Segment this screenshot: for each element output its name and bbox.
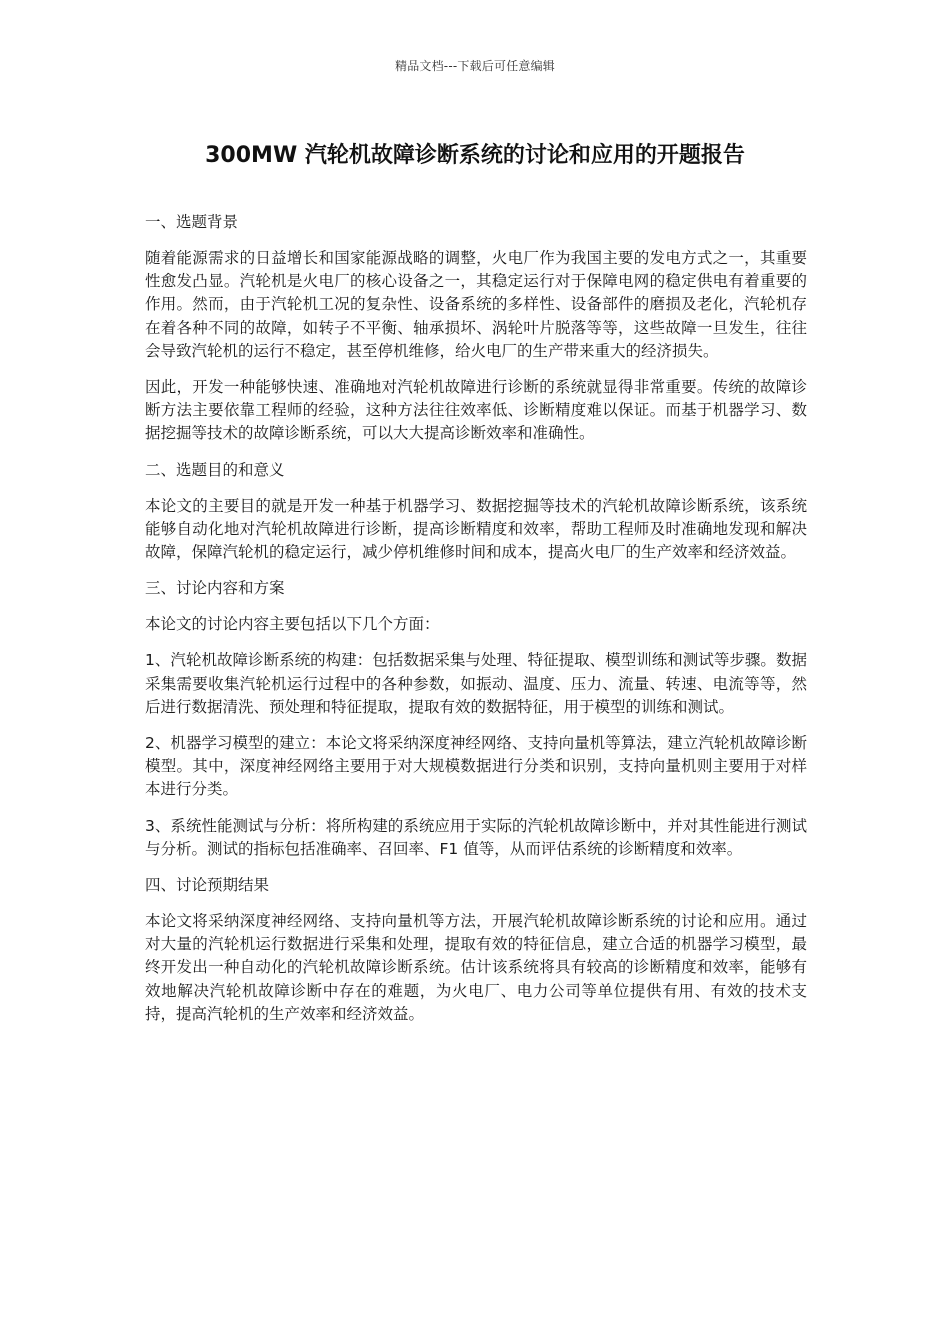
section-heading: 二、选题目的和意义 xyxy=(145,460,285,479)
paragraph: 本论文的讨论内容主要包括以下几个方面： xyxy=(145,615,440,634)
section-purpose xyxy=(145,459,807,565)
paragraph: 因此，开发一种能够快速、准确地对汽轮机故障进行诊断的系统就显得非常重要。传统的故障诊断方法主要依靠工程师的经验，这种方法往往效率低、诊断精度难以保证。而基于机器学习、数据挖掘等技术的故障诊断系统，可以大大提高诊断效率和准确性。 xyxy=(145,378,807,443)
list-item: 1、汽轮机故障诊断系统的构建：包括数据采集与处理、特征提取、模型训练和测试等步骤。数据采集需要收集汽轮机运行过程中的各种参数，如振动、温度、压力、流量、转速、电流等等，然后进行数据清洗、预处理和特征提取，提取有效的数据特征，用于模型的训练和测试。 xyxy=(145,651,807,716)
section-content-plan xyxy=(145,577,807,861)
document-body xyxy=(145,211,807,1039)
document-title: 300MW 汽轮机故障诊断系统的讨论和应用的开题报告 xyxy=(205,143,745,168)
section-expected-results xyxy=(145,874,807,1026)
section-heading: 一、选题背景 xyxy=(145,213,239,231)
header-note: 精品文档---下载后可任意编辑 xyxy=(395,59,555,73)
paragraph: 本论文的主要目的就是开发一种基于机器学习、数据挖掘等技术的汽轮机故障诊断系统，该系统能够自动化地对汽轮机故障进行诊断，提高诊断精度和效率，帮助工程师及时准确地发现和解决故障，保障汽轮机的稳定运行，减少停机维修时间和成本，提高火电厂的生产效率和经济效益。 xyxy=(145,496,807,562)
paragraph: 本论文将采纳深度神经网络、支持向量机等方法，开展汽轮机故障诊断系统的讨论和应用。通过对大量的汽轮机运行数据进行采集和处理，提取有效的特征信息，建立合适的机器学习模型，最终开发出一种自动化的汽轮机故障诊断系统。估计该系统将具有较高的诊断精度和效率，能够有效地解决汽轮机故障诊断中存在的难题，为火电厂、电力公司等单位提供有用、有效的技术支持，提高汽轮机的生产效率和经济效益。 xyxy=(145,912,807,1023)
list-item: 3、系统性能测试与分析：将所构建的系统应用于实际的汽轮机故障诊断中，并对其性能进行测试与分析。测试的指标包括准确率、召回率、F1 值等，从而评估系统的诊断精度和效率。 xyxy=(145,816,807,858)
section-heading: 四、讨论预期结果 xyxy=(145,876,270,895)
paragraph: 随着能源需求的日益增长和国家能源战略的调整，火电厂作为我国主要的发电方式之一，其重要性愈发凸显。汽轮机是火电厂的核心设备之一，其稳定运行对于保障电网的稳定供电有着重要的作用。然而，由于汽轮机工况的复杂性、设备系统的多样性、设备部件的磨损及老化，汽轮机存在着各种不同的故障，如转子不平衡、轴承损坏、涡轮叶片脱落等等，这些故障一旦发生，往往会导致汽轮机的运行不稳定，甚至停机维修，给火电厂的生产带来重大的经济损失。 xyxy=(145,249,807,360)
list-item: 2、机器学习模型的建立：本论文将采纳深度神经网络、支持向量机等算法，建立汽轮机故障诊断模型。其中，深度神经网络主要用于对大规模数据进行分类和识别，支持向量机则主要用于对样本进行分类。 xyxy=(145,734,807,799)
section-heading: 三、讨论内容和方案 xyxy=(145,579,285,598)
section-background xyxy=(145,211,807,446)
